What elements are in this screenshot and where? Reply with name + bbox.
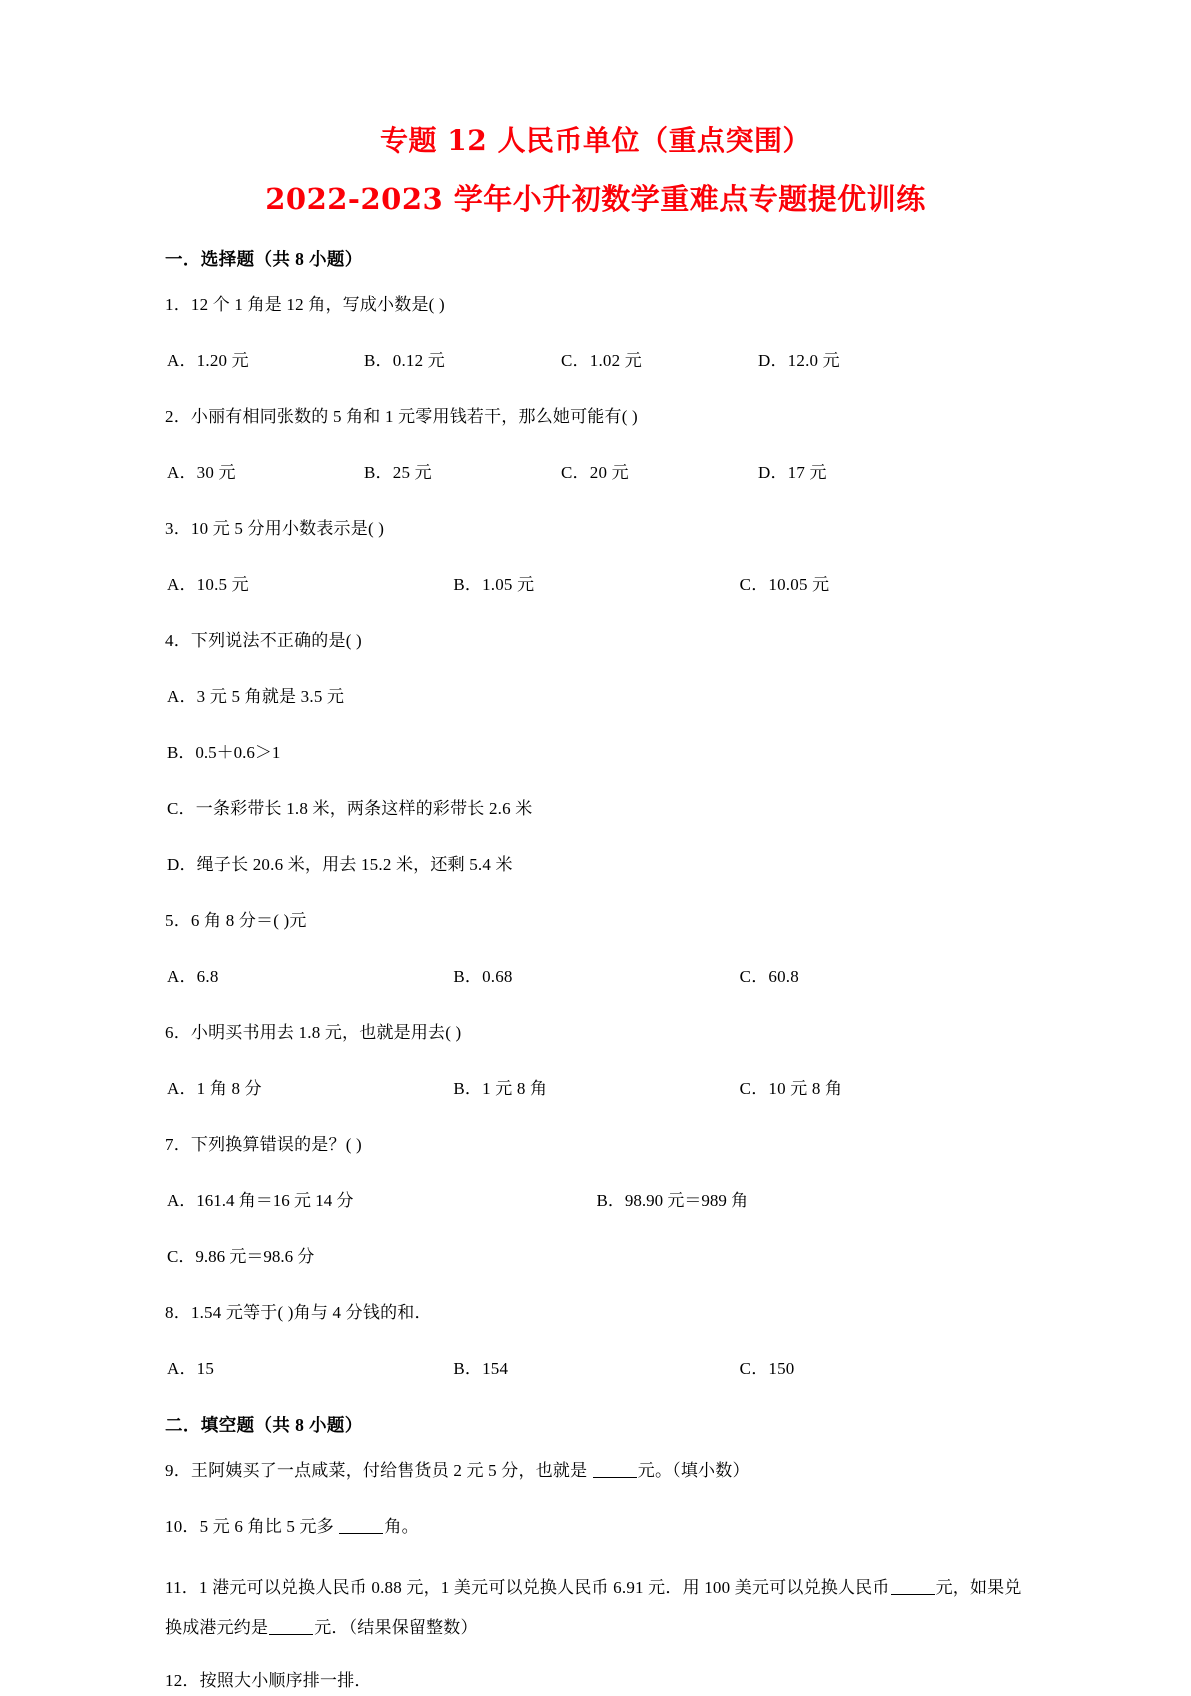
document-title-line-2: 2022-2023 学年小升初数学重难点专题提优训练 [265, 182, 926, 216]
option-item[interactable]: D．17 元 [758, 463, 827, 482]
question-stem-9 [165, 1456, 1026, 1486]
section-heading-fill-blank: 二．填空题（共 8 小题） [165, 1415, 363, 1435]
question-text-part: 元，如果兑换成港元约是 [165, 1578, 1022, 1637]
option-item[interactable]: A．10.5 元 [167, 575, 249, 594]
answer-blank[interactable] [593, 1477, 637, 1478]
option-item[interactable]: C．1.02 元 [561, 351, 642, 370]
question-text-part: 11．1 港元可以兑换人民币 0.88 元，1 美元可以兑换人民币 6.91 元．用 100 美元可以兑换人民币 [165, 1578, 890, 1597]
option-item[interactable]: A．1.20 元 [167, 351, 249, 370]
option-item[interactable]: D．12.0 元 [758, 351, 840, 370]
option-item[interactable]: C．一条彩带长 1.8 米，两条这样的彩带长 2.6 米 [167, 799, 533, 818]
question-text-part: 9．王阿姨买了一点咸菜，付给售货员 2 元 5 分，也就是 [165, 1461, 592, 1480]
option-item[interactable]: B．98.90 元＝989 角 [596, 1191, 749, 1210]
question-text-part: 元．（结果保留整数） [314, 1618, 478, 1637]
question-stem-12: 12．按照大小顺序排一排． [165, 1671, 372, 1690]
answer-blank[interactable] [269, 1634, 313, 1635]
option-item[interactable]: B．0.5＋0.6＞1 [167, 743, 281, 762]
question-options-5 [165, 962, 1026, 992]
question-stem-6: 6．小明买书用去 1.8 元，也就是用去( ) [165, 1023, 462, 1042]
question-text-part: 10．5 元 6 角比 5 元多 [165, 1517, 339, 1536]
question-text-part: 元。（填小数） [637, 1461, 750, 1480]
option-item[interactable]: B．0.12 元 [364, 351, 445, 370]
question-stem-8: 8．1.54 元等于( )角与 4 分钱的和． [165, 1303, 432, 1322]
option-item[interactable]: B．154 [453, 1359, 509, 1378]
option-item[interactable]: B．25 元 [364, 463, 432, 482]
option-item[interactable]: A．1 角 8 分 [167, 1079, 262, 1098]
option-item[interactable]: B．1.05 元 [453, 575, 535, 594]
option-item[interactable]: B．1 元 8 角 [453, 1079, 548, 1098]
question-stem-2: 2．小丽有相同张数的 5 角和 1 元零用钱若干，那么她可能有( ) [165, 407, 638, 426]
question-stem-11 [165, 1568, 1026, 1648]
option-item[interactable]: A．3 元 5 角就是 3.5 元 [167, 687, 345, 706]
question-stem-1: 1．12 个 1 角是 12 角，写成小数是( ) [165, 295, 445, 314]
question-options-6 [165, 1074, 1026, 1104]
answer-blank[interactable] [891, 1594, 935, 1595]
answer-blank[interactable] [339, 1533, 383, 1534]
section-heading-choice: 一．选择题（共 8 小题） [165, 249, 363, 269]
question-options-8 [165, 1354, 1026, 1384]
option-item[interactable]: A．161.4 角＝16 元 14 分 [167, 1191, 354, 1210]
option-item[interactable]: D．绳子长 20.6 米，用去 15.2 米，还剩 5.4 米 [167, 855, 513, 874]
option-item[interactable]: C．60.8 [739, 967, 799, 986]
option-item[interactable]: B．0.68 [453, 967, 513, 986]
option-item[interactable]: A．6.8 [167, 967, 219, 986]
question-stem-7: 7．下列换算错误的是？( ) [165, 1135, 362, 1154]
question-options-2 [165, 458, 1026, 488]
question-stem-5: 5．6 角 8 分＝( )元 [165, 911, 307, 930]
question-options-7 [165, 1186, 1026, 1216]
question-text-part: 角。 [384, 1517, 419, 1536]
option-item[interactable]: C．10 元 8 角 [739, 1079, 843, 1098]
question-options-3 [165, 570, 1026, 600]
option-item[interactable]: C．9.86 元＝98.6 分 [167, 1247, 315, 1266]
option-item[interactable]: C．20 元 [561, 463, 629, 482]
question-stem-4: 4．下列说法不正确的是( ) [165, 631, 362, 650]
question-stem-10 [165, 1512, 1026, 1542]
option-item[interactable]: A．30 元 [167, 463, 236, 482]
question-options-1 [165, 346, 1026, 376]
option-item[interactable]: A．15 [167, 1359, 215, 1378]
document-title-line-1: 专题 12 人民币单位（重点突围） [380, 124, 811, 157]
option-item[interactable]: C．10.05 元 [739, 575, 830, 594]
option-item[interactable]: C．150 [739, 1359, 795, 1378]
question-stem-3: 3．10 元 5 分用小数表示是( ) [165, 519, 385, 538]
